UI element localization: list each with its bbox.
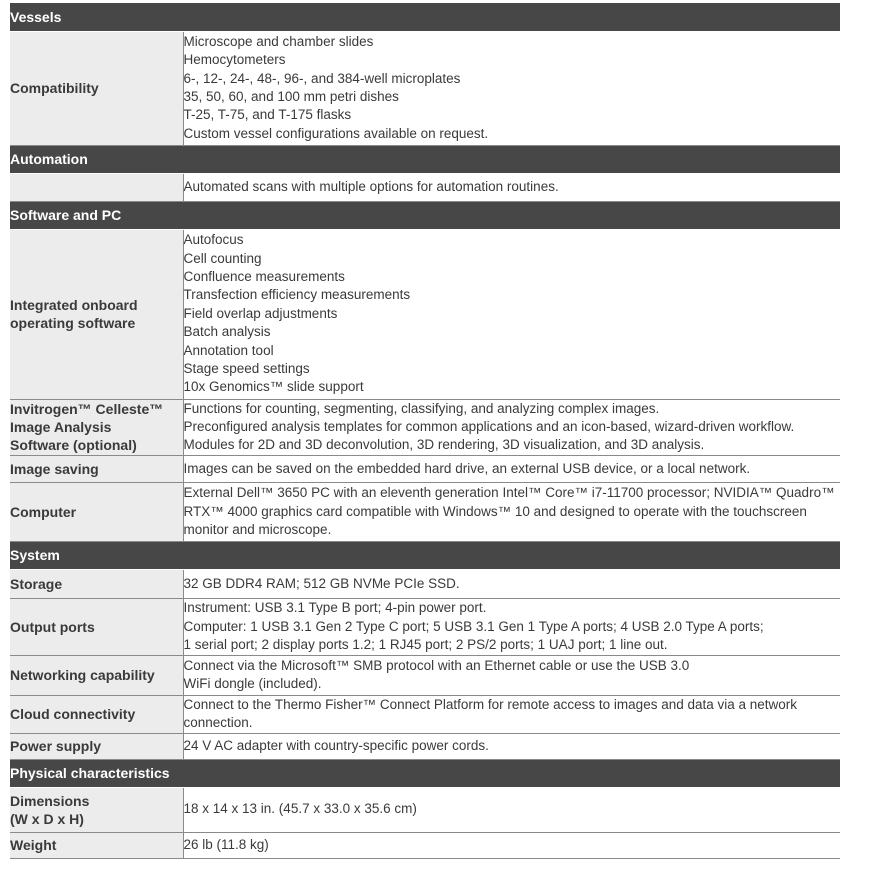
spec-row xyxy=(10,455,840,482)
section-title: System xyxy=(10,541,840,569)
spec-row xyxy=(10,733,840,759)
spec-label-line: Image Analysis xyxy=(10,419,112,436)
spec-value xyxy=(183,695,840,733)
spec-label-line: Power supply xyxy=(10,738,102,755)
spec-value-line: Field overlap adjustments xyxy=(183,305,338,321)
spec-label-line: Networking capability xyxy=(10,667,155,684)
spec-value-line: External Dell™ 3650 PC with an eleventh generation Intel™ Core™ i7-11700 processor; NVIDIA™ Quadro™ xyxy=(183,485,835,501)
spec-row xyxy=(10,482,840,541)
spec-value-line: Batch analysis xyxy=(183,324,271,340)
spec-label xyxy=(10,598,183,655)
spec-value-line: monitor and microscope. xyxy=(183,521,332,537)
spec-value-line: Hemocytometers xyxy=(183,52,286,68)
spec-label-line: (W x D x H) xyxy=(10,810,84,827)
section-title: Vessels xyxy=(10,3,840,31)
section-title: Physical characteristics xyxy=(10,759,840,787)
spec-value xyxy=(183,569,840,598)
spec-value-line: Connect via the Microsoft™ SMB protocol with an Ethernet cable or use the USB 3.0 xyxy=(183,657,690,673)
spec-value xyxy=(183,229,840,399)
section-header-software-and-pc xyxy=(10,201,840,229)
spec-value xyxy=(183,482,840,541)
spec-value-line: 26 lb (11.8 kg) xyxy=(183,836,269,852)
spec-row xyxy=(10,569,840,598)
spec-label xyxy=(10,31,183,145)
spec-value-line: 18 x 14 x 13 in. (45.7 x 33.0 x 35.6 cm) xyxy=(183,801,417,817)
section-header-vessels xyxy=(10,3,840,31)
spec-value xyxy=(183,733,840,759)
spec-label-line: Storage xyxy=(10,575,63,592)
spec-value-line: Stage speed settings xyxy=(183,361,310,377)
spec-label xyxy=(10,655,183,695)
spec-value-line: 24 V AC adapter with country-specific power cords. xyxy=(183,737,489,753)
spec-row xyxy=(10,695,840,733)
spec-row xyxy=(10,787,840,832)
spec-value-line: 10x Genomics™ slide support xyxy=(183,379,364,395)
spec-row xyxy=(10,229,840,399)
spec-label-line: Dimensions xyxy=(10,792,90,809)
spec-value-line: Modules for 2D and 3D deconvolution, 3D rendering, 3D visualization, and 3D analysis. xyxy=(183,437,705,453)
section-header-automation xyxy=(10,145,840,173)
spec-value-line: RTX™ 4000 graphics card compatible with Windows™ 10 and designed to operate with the touchscreen xyxy=(183,503,807,519)
spec-value xyxy=(183,655,840,695)
spec-value-line: Computer: 1 USB 3.1 Gen 2 Type C port; 5 USB 3.1 Gen 1 Type A ports; 4 USB 2.0 Type A ports; xyxy=(183,618,764,634)
spec-row xyxy=(10,399,840,455)
spec-label-line: Image saving xyxy=(10,460,99,477)
spec-label-line: Integrated onboard xyxy=(10,297,138,313)
section-header-system xyxy=(10,541,840,569)
spec-value-line: Custom vessel configurations available on request. xyxy=(183,125,489,141)
spec-value xyxy=(183,173,840,201)
spec-value-line: Confluence measurements xyxy=(183,268,345,284)
spec-label xyxy=(10,455,183,482)
spec-value xyxy=(183,399,840,455)
spec-label xyxy=(10,399,183,455)
spec-row xyxy=(10,598,840,655)
spec-value-line: WiFi dongle (included). xyxy=(183,676,322,692)
spec-value-line: 32 GB DDR4 RAM; 512 GB NVMe PCIe SSD. xyxy=(183,575,460,591)
spec-label-line: Computer xyxy=(10,503,77,520)
spec-value xyxy=(183,598,840,655)
spec-label-line: Weight xyxy=(10,837,57,854)
spec-value-line: Preconfigured analysis templates for common applications and an icon-based, wizard-driven workflow. xyxy=(183,418,795,434)
section-title: Software and PC xyxy=(10,201,840,229)
spec-value-line: 1 serial port; 2 display ports 1.2; 1 RJ45 port; 2 PS/2 ports; 1 UAJ port; 1 line out. xyxy=(183,636,668,652)
spec-label-line: Invitrogen™ Celleste™ xyxy=(10,401,164,418)
spec-label-line: Output ports xyxy=(10,618,95,635)
spec-label-line: Software (optional) xyxy=(10,437,137,454)
spec-value-line: 6-, 12-, 24-, 48-, 96-, and 384-well microplates xyxy=(183,70,461,86)
spec-value-line: Connect to the Thermo Fisher™ Connect Platform for remote access to images and data via a network xyxy=(183,696,798,712)
spec-value-line: connection. xyxy=(183,715,253,731)
spec-value-line: Automated scans with multiple options for automation routines. xyxy=(183,178,559,194)
spec-value-line: Annotation tool xyxy=(183,342,274,358)
spec-value-line: Autofocus xyxy=(183,232,244,248)
spec-label-line: operating software xyxy=(10,315,136,331)
spec-value-line: Microscope and chamber slides xyxy=(183,33,374,49)
spec-label xyxy=(10,733,183,759)
spec-label xyxy=(10,832,183,858)
spec-label xyxy=(10,787,183,832)
spec-value xyxy=(183,455,840,482)
spec-label xyxy=(10,229,183,399)
spec-row xyxy=(10,655,840,695)
specifications-table xyxy=(10,3,840,859)
spec-label-line: Cloud connectivity xyxy=(10,706,136,723)
spec-value-line: Transfection efficiency measurements xyxy=(183,287,411,303)
spec-label-line: Compatibility xyxy=(10,80,99,96)
spec-label xyxy=(10,569,183,598)
spec-value-line: Images can be saved on the embedded hard drive, an external USB device, or a local network. xyxy=(183,460,751,476)
spec-value-line: 35, 50, 60, and 100 mm petri dishes xyxy=(183,89,399,104)
spec-label xyxy=(10,173,183,201)
spec-value xyxy=(183,832,840,858)
spec-value xyxy=(183,787,840,832)
section-title: Automation xyxy=(10,145,840,173)
spec-label xyxy=(10,695,183,733)
spec-row xyxy=(10,31,840,145)
spec-value xyxy=(183,31,840,145)
spec-label xyxy=(10,482,183,541)
spec-value-line: T-25, T-75, and T-175 flasks xyxy=(183,107,352,123)
spec-value-line: Cell counting xyxy=(183,250,262,266)
spec-value-line: Functions for counting, segmenting, classifying, and analyzing complex images. xyxy=(183,400,660,416)
spec-row xyxy=(10,173,840,201)
spec-row xyxy=(10,832,840,858)
spec-value-line: Instrument: USB 3.1 Type B port; 4-pin power port. xyxy=(183,600,487,616)
specifications-body xyxy=(10,3,840,858)
section-header-physical-characteristics xyxy=(10,759,840,787)
